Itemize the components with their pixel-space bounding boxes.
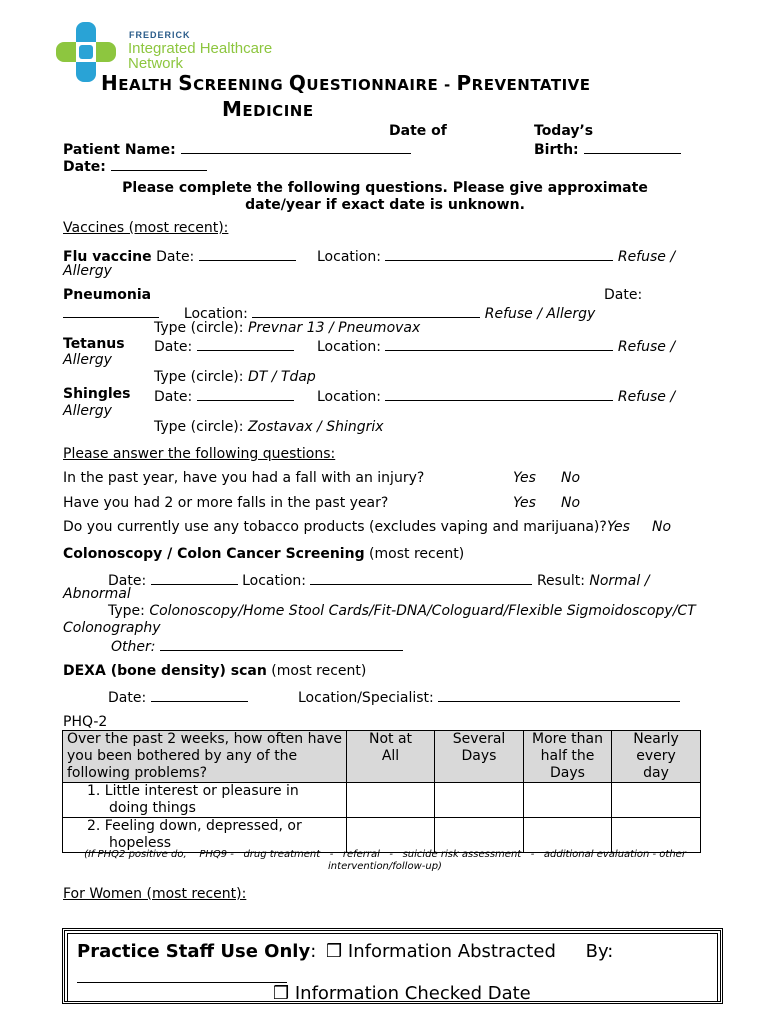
question-1: In the past year, have you had a fall with an injury? bbox=[63, 470, 425, 486]
title-cap: Q bbox=[288, 71, 307, 95]
title-rest: CREENING bbox=[193, 76, 289, 94]
shingles-type bbox=[154, 419, 384, 435]
today-label-top: Today’s bbox=[534, 123, 594, 139]
col-header-line: All bbox=[381, 748, 400, 764]
phq-item-line: 2. Feeling down, depressed, or bbox=[87, 818, 302, 834]
table-row bbox=[63, 818, 701, 853]
col-header-line: Days bbox=[461, 748, 497, 764]
staff-use-box bbox=[62, 928, 723, 1004]
colonoscopy-result-options[interactable]: Normal / bbox=[589, 573, 650, 589]
shingles-label: Shingles bbox=[63, 386, 131, 402]
phq-question-cell bbox=[63, 731, 347, 783]
title-cap: M bbox=[222, 97, 243, 121]
type-label: Type (circle): bbox=[154, 369, 244, 385]
phq-answer-cell[interactable] bbox=[612, 783, 701, 818]
instructions-line2: date/year if exact date is unknown. bbox=[245, 197, 525, 213]
staff-line2 bbox=[77, 967, 287, 988]
dob-field[interactable] bbox=[584, 139, 681, 154]
logo-org-mid: Integrated Healthcare bbox=[128, 40, 273, 57]
table-row bbox=[63, 783, 701, 818]
flu-refuse[interactable]: Refuse / bbox=[617, 249, 676, 265]
phq-answer-cell[interactable] bbox=[612, 818, 701, 853]
location-label: Location: bbox=[317, 249, 381, 265]
title-cap: P bbox=[456, 71, 472, 95]
phq-col-several-days bbox=[435, 731, 524, 783]
phq-question-line: following problems? bbox=[67, 765, 208, 781]
phq-table bbox=[62, 730, 701, 853]
instructions-line1: Please complete the following questions. Please give approximate bbox=[122, 180, 648, 196]
tetanus-location-field[interactable] bbox=[385, 336, 613, 351]
tetanus-date-field[interactable] bbox=[197, 336, 294, 351]
colonoscopy-type-options-cont[interactable]: Colonography bbox=[63, 620, 161, 636]
by-label: By: bbox=[585, 941, 614, 962]
tetanus-type bbox=[154, 369, 316, 385]
dexa-suffix: (most recent) bbox=[266, 663, 367, 679]
flu-allergy[interactable]: Allergy bbox=[63, 263, 112, 279]
colonoscopy-other bbox=[111, 636, 403, 655]
patient-name-field[interactable] bbox=[181, 139, 411, 154]
dexa-heading bbox=[63, 663, 366, 679]
tetanus-date bbox=[154, 336, 294, 355]
dob-label-top: Date of bbox=[389, 123, 447, 139]
date-label: Date: bbox=[604, 287, 643, 303]
abstracted-label: Information Abstracted bbox=[347, 941, 556, 962]
colonoscopy-suffix: (most recent) bbox=[364, 546, 465, 562]
colonoscopy-result-abnormal[interactable]: Abnormal bbox=[63, 586, 131, 602]
col-header-line: More than bbox=[532, 731, 603, 747]
dexa-date-field[interactable] bbox=[151, 687, 248, 702]
shingles-date bbox=[154, 386, 294, 405]
today-date-label bbox=[63, 156, 207, 175]
colonoscopy-type bbox=[108, 603, 696, 619]
q3-yes[interactable]: Yes bbox=[607, 519, 630, 535]
other-label: Other: bbox=[111, 639, 156, 655]
pneumonia-type bbox=[154, 320, 420, 336]
location-label: Location: bbox=[242, 573, 307, 589]
q1-yes[interactable]: Yes bbox=[513, 470, 536, 486]
pneumonia-refuse-allergy[interactable]: Refuse / Allergy bbox=[484, 306, 596, 322]
pneumonia-date-field[interactable] bbox=[63, 303, 159, 318]
colonoscopy-other-field[interactable] bbox=[160, 636, 403, 651]
date-label: Date: bbox=[108, 690, 147, 706]
colonoscopy-type-options[interactable]: Colonoscopy/Home Stool Cards/Fit-DNA/Cologuard/Flexible Sigmoidoscopy/CT bbox=[149, 603, 696, 619]
page-title-line2 bbox=[222, 97, 314, 121]
staff-line1 bbox=[77, 941, 613, 962]
staff-title: Practice Staff Use Only bbox=[77, 941, 311, 962]
location-label: Location: bbox=[317, 339, 381, 355]
flu-date-field[interactable] bbox=[199, 246, 296, 261]
shingles-refuse[interactable]: Refuse / bbox=[617, 389, 676, 405]
tetanus-type-options[interactable]: DT / Tdap bbox=[247, 369, 316, 385]
phq-col-nearly-every-day bbox=[612, 731, 701, 783]
q2-no[interactable]: No bbox=[561, 495, 581, 511]
pneumonia-label: Pneumonia bbox=[63, 287, 152, 303]
colonoscopy-heading bbox=[63, 546, 464, 562]
question-2: Have you had 2 or more falls in the past year? bbox=[63, 495, 389, 511]
staff-by-field[interactable] bbox=[77, 968, 287, 983]
date-label: Date: bbox=[154, 339, 193, 355]
dexa-location-field[interactable] bbox=[438, 687, 680, 702]
tetanus-allergy[interactable]: Allergy bbox=[63, 352, 112, 368]
date-label: Date: bbox=[156, 249, 195, 265]
tetanus-refuse[interactable]: Refuse / bbox=[617, 339, 676, 355]
phq-answer-cell[interactable] bbox=[435, 818, 524, 853]
phq-note-line1: (If PHQ2 positive do, PHQ9 - drug treatment - referral - suicide risk assessment - additional evaluation - other bbox=[84, 849, 686, 860]
vaccines-heading: Vaccines (most recent): bbox=[63, 220, 229, 236]
phq-item-1 bbox=[63, 783, 347, 818]
colonoscopy-location-field[interactable] bbox=[310, 570, 532, 585]
location-label: Location/Specialist: bbox=[298, 690, 434, 706]
phq-question-line: you been bothered by any of the bbox=[67, 748, 298, 764]
phq-item-2 bbox=[63, 818, 347, 853]
pneumonia-type-options[interactable]: Prevnar 13 / Pneumovax bbox=[247, 320, 421, 336]
colonoscopy-date-field[interactable] bbox=[151, 570, 238, 585]
shingles-location-field[interactable] bbox=[385, 386, 613, 401]
col-header-line: Several bbox=[452, 731, 506, 747]
table-row bbox=[63, 731, 701, 783]
col-header-line: every bbox=[636, 748, 676, 764]
shingles-location bbox=[317, 386, 675, 405]
phq-answer-cell[interactable] bbox=[435, 783, 524, 818]
phq-col-more-than-half bbox=[524, 731, 612, 783]
pneumonia-location-field[interactable] bbox=[252, 303, 480, 318]
location-label: Location: bbox=[317, 389, 381, 405]
today-date-field[interactable] bbox=[111, 156, 207, 171]
title-rest: REVENTATIVE bbox=[471, 76, 591, 94]
col-header-line: Days bbox=[550, 765, 585, 781]
birth-label-text: Birth: bbox=[534, 142, 579, 158]
shingles-type-options[interactable]: Zostavax / Shingrix bbox=[247, 419, 384, 435]
logo-org-top: FREDERICK bbox=[129, 30, 191, 40]
phq-item-line: doing things bbox=[109, 800, 196, 816]
dexa-date bbox=[108, 687, 248, 706]
shingles-date-field[interactable] bbox=[197, 386, 294, 401]
date-label-text: Date: bbox=[63, 159, 106, 175]
title-rest: EALTH bbox=[118, 76, 179, 94]
q3-no[interactable]: No bbox=[652, 519, 672, 535]
q1-no[interactable]: No bbox=[561, 470, 581, 486]
patient-name-text: Patient Name: bbox=[63, 142, 176, 158]
title-rest: EDICINE bbox=[242, 102, 314, 120]
title-rest: UESTIONNAIRE - bbox=[306, 76, 457, 94]
info-checked-label: ❒ Information Checked Date bbox=[273, 983, 531, 1004]
date-label: Date: bbox=[154, 389, 193, 405]
phq-answer-cell[interactable] bbox=[524, 818, 612, 853]
type-label: Type (circle): bbox=[154, 419, 244, 435]
col-header-line: Not at bbox=[368, 731, 413, 747]
date-label: Date: bbox=[108, 573, 147, 589]
checkbox-icon[interactable]: ❒ bbox=[326, 941, 343, 962]
page-title-line1 bbox=[101, 71, 591, 95]
phq-note-line2: intervention/follow-up) bbox=[328, 861, 442, 872]
phq-question-line: Over the past 2 weeks, how often have bbox=[67, 731, 342, 747]
col-header-line: half the bbox=[540, 748, 595, 764]
location-label: Location: bbox=[183, 306, 248, 322]
dexa-title: DEXA (bone density) scan bbox=[63, 663, 267, 679]
tetanus-location bbox=[317, 336, 675, 355]
phq-label: PHQ-2 bbox=[63, 714, 108, 730]
women-heading: For Women (most recent): bbox=[63, 886, 247, 902]
title-cap: S bbox=[178, 71, 194, 95]
logo-org-bot: Network bbox=[128, 55, 184, 72]
phq-answer-cell[interactable] bbox=[524, 783, 612, 818]
phq-col-not-at-all bbox=[347, 731, 435, 783]
phq-answer-cell[interactable] bbox=[347, 783, 435, 818]
type-label: Type (circle): bbox=[154, 320, 244, 336]
staff-colon: : bbox=[310, 941, 317, 962]
flu-location-field[interactable] bbox=[385, 246, 613, 261]
col-header-line: day bbox=[643, 765, 669, 781]
colonoscopy-title: Colonoscopy / Colon Cancer Screening bbox=[63, 546, 365, 562]
questions-heading: Please answer the following questions: bbox=[63, 446, 336, 462]
colonoscopy-row1 bbox=[108, 570, 649, 589]
result-label: Result: bbox=[536, 573, 585, 589]
staff-line3 bbox=[273, 983, 531, 1004]
dexa-location bbox=[298, 687, 680, 706]
flu-location bbox=[317, 246, 675, 265]
flu-label: Flu vaccine bbox=[63, 249, 152, 265]
col-header-line: Nearly bbox=[633, 731, 679, 747]
q2-yes[interactable]: Yes bbox=[513, 495, 536, 511]
phq-answer-cell[interactable] bbox=[347, 818, 435, 853]
phq-item-line: 1. Little interest or pleasure in bbox=[87, 783, 299, 799]
title-cap: H bbox=[101, 71, 119, 95]
dob-label bbox=[534, 139, 681, 158]
shingles-allergy[interactable]: Allergy bbox=[63, 403, 112, 419]
type-label: Type: bbox=[108, 603, 145, 619]
phq-item-line: hopeless bbox=[109, 835, 172, 851]
question-3: Do you currently use any tobacco products (excludes vaping and marijuana)? bbox=[63, 519, 607, 535]
tetanus-label: Tetanus bbox=[63, 336, 125, 352]
